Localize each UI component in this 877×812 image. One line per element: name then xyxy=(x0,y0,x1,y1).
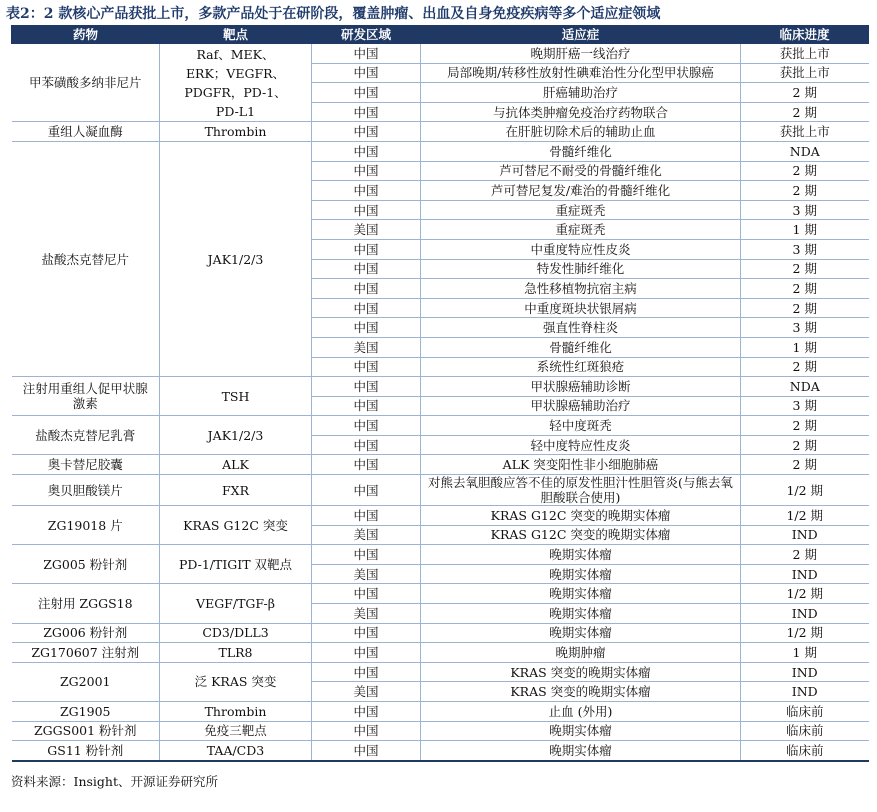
region-cell: 中国 xyxy=(312,584,421,604)
header-drug: 药物 xyxy=(12,26,160,44)
phase-cell: 3 期 xyxy=(741,396,869,416)
table-row xyxy=(12,721,869,741)
region-cell: 中国 xyxy=(312,83,421,103)
target-cell: 泛 KRAS 突变 xyxy=(160,662,312,701)
phase-cell: 临床前 xyxy=(741,741,869,761)
region-cell: 中国 xyxy=(312,161,421,181)
drug-cell: ZG005 粉针剂 xyxy=(12,545,160,584)
region-cell: 美国 xyxy=(312,220,421,240)
indication-cell: 晚期实体瘤 xyxy=(421,721,741,741)
indication-cell: KRAS 突变的晚期实体瘤 xyxy=(421,682,741,702)
table-row xyxy=(12,455,869,475)
phase-cell: 获批上市 xyxy=(741,44,869,64)
region-cell: 美国 xyxy=(312,682,421,702)
table-row xyxy=(12,141,869,161)
phase-cell: 获批上市 xyxy=(741,122,869,142)
phase-cell: 临床前 xyxy=(741,721,869,741)
drug-cell: 盐酸杰克替尼乳膏 xyxy=(12,416,160,455)
indication-cell: 与抗体类肿瘤免疫治疗药物联合 xyxy=(421,102,741,122)
region-cell: 中国 xyxy=(312,506,421,526)
region-cell: 中国 xyxy=(312,102,421,122)
pipeline-table xyxy=(11,25,869,762)
region-cell: 中国 xyxy=(312,455,421,475)
region-cell: 中国 xyxy=(312,643,421,663)
drug-cell: 重组人凝血酶 xyxy=(12,122,160,142)
indication-cell: 局部晚期/转移性放射性碘难治性分化型甲状腺癌 xyxy=(421,63,741,83)
header-phase: 临床进度 xyxy=(741,26,869,44)
indication-cell: 芦可替尼不耐受的骨髓纤维化 xyxy=(421,161,741,181)
phase-cell: 3 期 xyxy=(741,239,869,259)
phase-cell: 2 期 xyxy=(741,545,869,565)
target-cell: TAA/CD3 xyxy=(160,741,312,761)
header-row xyxy=(12,26,869,44)
region-cell: 中国 xyxy=(312,298,421,318)
phase-cell: 获批上市 xyxy=(741,63,869,83)
indication-cell: KRAS G12C 突变的晚期实体瘤 xyxy=(421,525,741,545)
region-cell: 中国 xyxy=(312,122,421,142)
drug-cell: ZG2001 xyxy=(12,662,160,701)
table-row xyxy=(12,475,869,506)
region-cell: 中国 xyxy=(312,141,421,161)
phase-cell: 2 期 xyxy=(741,181,869,201)
phase-cell: 2 期 xyxy=(741,102,869,122)
table-row xyxy=(12,545,869,565)
phase-cell: IND xyxy=(741,604,869,624)
drug-cell: 奥贝胆酸镁片 xyxy=(12,475,160,506)
indication-cell: 对熊去氧胆酸应答不佳的原发性胆汁性胆管炎(与熊去氧胆酸联合使用) xyxy=(421,475,741,506)
phase-cell: 1/2 期 xyxy=(741,475,869,506)
indication-cell: 在肝脏切除术后的辅助止血 xyxy=(421,122,741,142)
table-row xyxy=(12,623,869,643)
table-row xyxy=(12,643,869,663)
phase-cell: 2 期 xyxy=(741,357,869,377)
phase-cell: 1/2 期 xyxy=(741,506,869,526)
table-row xyxy=(12,122,869,142)
table-row xyxy=(12,702,869,722)
region-cell: 中国 xyxy=(312,63,421,83)
region-cell: 中国 xyxy=(312,435,421,455)
indication-cell: 晚期肝癌一线治疗 xyxy=(421,44,741,64)
phase-cell: 3 期 xyxy=(741,200,869,220)
drug-cell: ZG170607 注射剂 xyxy=(12,643,160,663)
region-cell: 中国 xyxy=(312,475,421,506)
target-cell: FXR xyxy=(160,475,312,506)
indication-cell: 轻中度斑秃 xyxy=(421,416,741,436)
indication-cell: 重症斑秃 xyxy=(421,220,741,240)
region-cell: 美国 xyxy=(312,337,421,357)
target-cell: VEGF/TGF-β xyxy=(160,584,312,623)
region-cell: 中国 xyxy=(312,239,421,259)
indication-cell: 特发性肺纤维化 xyxy=(421,259,741,279)
target-cell: Thrombin xyxy=(160,702,312,722)
indication-cell: 晚期实体瘤 xyxy=(421,564,741,584)
indication-cell: 晚期实体瘤 xyxy=(421,545,741,565)
region-cell: 中国 xyxy=(312,259,421,279)
target-cell: ALK xyxy=(160,455,312,475)
region-cell: 中国 xyxy=(312,357,421,377)
region-cell: 美国 xyxy=(312,525,421,545)
indication-cell: 甲状腺癌辅助诊断 xyxy=(421,377,741,397)
region-cell: 中国 xyxy=(312,318,421,338)
region-cell: 中国 xyxy=(312,545,421,565)
indication-cell: 晚期肿瘤 xyxy=(421,643,741,663)
region-cell: 中国 xyxy=(312,702,421,722)
phase-cell: NDA xyxy=(741,377,869,397)
indication-cell: 骨髓纤维化 xyxy=(421,337,741,357)
drug-cell: ZGGS001 粉针剂 xyxy=(12,721,160,741)
target-cell: PD-1/TIGIT 双靶点 xyxy=(160,545,312,584)
phase-cell: NDA xyxy=(741,141,869,161)
region-cell: 中国 xyxy=(312,377,421,397)
region-cell: 美国 xyxy=(312,604,421,624)
drug-cell: ZG1905 xyxy=(12,702,160,722)
header-region: 研发区域 xyxy=(312,26,421,44)
drug-cell: 注射用 ZGGS18 xyxy=(12,584,160,623)
phase-cell: 临床前 xyxy=(741,702,869,722)
region-cell: 中国 xyxy=(312,416,421,436)
phase-cell: 2 期 xyxy=(741,435,869,455)
drug-cell: GS11 粉针剂 xyxy=(12,741,160,761)
phase-cell: 1 期 xyxy=(741,220,869,240)
phase-cell: 2 期 xyxy=(741,298,869,318)
phase-cell: 1/2 期 xyxy=(741,623,869,643)
region-cell: 中国 xyxy=(312,741,421,761)
phase-cell: 3 期 xyxy=(741,318,869,338)
region-cell: 中国 xyxy=(312,396,421,416)
indication-cell: 甲状腺癌辅助治疗 xyxy=(421,396,741,416)
phase-cell: 2 期 xyxy=(741,279,869,299)
table-row xyxy=(12,584,869,604)
indication-cell: 晚期实体瘤 xyxy=(421,741,741,761)
phase-cell: 2 期 xyxy=(741,83,869,103)
phase-cell: 2 期 xyxy=(741,416,869,436)
indication-cell: 强直性脊柱炎 xyxy=(421,318,741,338)
source-note: 资料来源：Insight、开源证券研究所 xyxy=(11,774,218,789)
phase-cell: 1 期 xyxy=(741,643,869,663)
phase-cell: 1/2 期 xyxy=(741,584,869,604)
indication-cell: 晚期实体瘤 xyxy=(421,623,741,643)
phase-cell: 2 期 xyxy=(741,259,869,279)
indication-cell: 芦可替尼复发/难治的骨髓纤维化 xyxy=(421,181,741,201)
table-row xyxy=(12,416,869,436)
target-cell: Raf、MEK、ERK；VEGFR、PDGFR，PD-1、PD-L1 xyxy=(160,44,312,122)
phase-cell: IND xyxy=(741,525,869,545)
indication-cell: 重症斑秃 xyxy=(421,200,741,220)
region-cell: 中国 xyxy=(312,200,421,220)
drug-cell: 奥卡替尼胶囊 xyxy=(12,455,160,475)
drug-cell: 甲苯磺酸多纳非尼片 xyxy=(12,44,160,122)
phase-cell: IND xyxy=(741,682,869,702)
region-cell: 中国 xyxy=(312,181,421,201)
region-cell: 中国 xyxy=(312,721,421,741)
region-cell: 中国 xyxy=(312,279,421,299)
region-cell: 中国 xyxy=(312,623,421,643)
indication-cell: 骨髓纤维化 xyxy=(421,141,741,161)
indication-cell: 晚期实体瘤 xyxy=(421,584,741,604)
phase-cell: 2 期 xyxy=(741,161,869,181)
drug-cell: 盐酸杰克替尼片 xyxy=(12,141,160,376)
indication-cell: KRAS 突变的晚期实体瘤 xyxy=(421,662,741,682)
drug-cell: 注射用重组人促甲状腺激素 xyxy=(12,377,160,416)
target-cell: KRAS G12C 突变 xyxy=(160,506,312,545)
phase-cell: IND xyxy=(741,564,869,584)
table-title: 表2：2 款核心产品获批上市，多款产品处于在研阶段，覆盖肿瘤、出血及自身免疫疾病等多个适应症领域 xyxy=(6,6,661,22)
drug-cell: ZG19018 片 xyxy=(12,506,160,545)
region-cell: 美国 xyxy=(312,564,421,584)
target-cell: 免疫三靶点 xyxy=(160,721,312,741)
region-cell: 中国 xyxy=(312,662,421,682)
phase-cell: 1 期 xyxy=(741,337,869,357)
table-row xyxy=(12,506,869,526)
indication-cell: 系统性红斑狼疮 xyxy=(421,357,741,377)
drug-cell: ZG006 粉针剂 xyxy=(12,623,160,643)
target-cell: TSH xyxy=(160,377,312,416)
header-target: 靶点 xyxy=(160,26,312,44)
target-cell: CD3/DLL3 xyxy=(160,623,312,643)
target-cell: JAK1/2/3 xyxy=(160,141,312,376)
phase-cell: 2 期 xyxy=(741,455,869,475)
region-cell: 中国 xyxy=(312,44,421,64)
indication-cell: 止血 (外用) xyxy=(421,702,741,722)
table-row xyxy=(12,741,869,761)
indication-cell: 肝癌辅助治疗 xyxy=(421,83,741,103)
header-indication: 适应症 xyxy=(421,26,741,44)
indication-cell: 中重度斑块状银屑病 xyxy=(421,298,741,318)
indication-cell: 晚期实体瘤 xyxy=(421,604,741,624)
table-body xyxy=(12,44,869,761)
table-row xyxy=(12,44,869,64)
indication-cell: KRAS G12C 突变的晚期实体瘤 xyxy=(421,506,741,526)
indication-cell: 轻中度特应性皮炎 xyxy=(421,435,741,455)
indication-cell: 中重度特应性皮炎 xyxy=(421,239,741,259)
table-row xyxy=(12,377,869,397)
target-cell: TLR8 xyxy=(160,643,312,663)
indication-cell: ALK 突变阳性非小细胞肺癌 xyxy=(421,455,741,475)
indication-cell: 急性移植物抗宿主病 xyxy=(421,279,741,299)
target-cell: JAK1/2/3 xyxy=(160,416,312,455)
target-cell: Thrombin xyxy=(160,122,312,142)
table-row xyxy=(12,662,869,682)
phase-cell: IND xyxy=(741,662,869,682)
